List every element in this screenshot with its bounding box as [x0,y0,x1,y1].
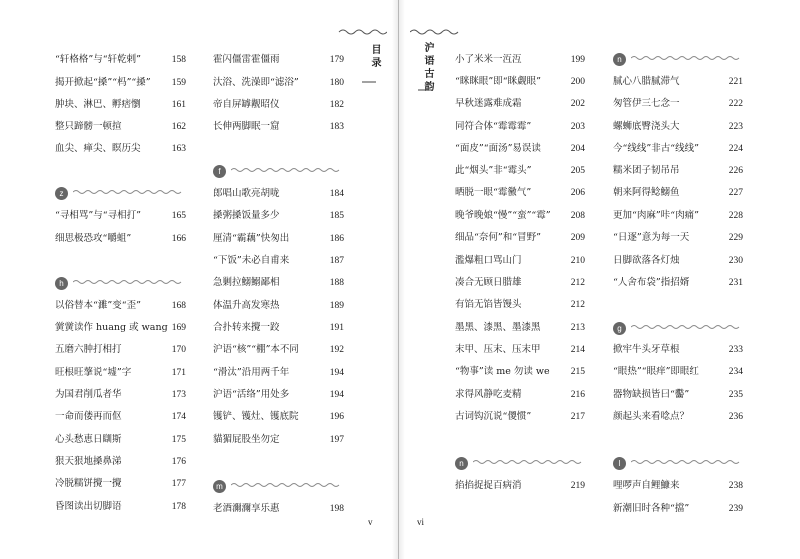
toc-entry-title: 颜起头来看唸点？ [613,411,690,422]
section-letter-badge: l [613,457,626,470]
toc-entry-page: 234 [728,367,743,377]
toc-entry-title: 急剿拉鰯鰯鄙相 [213,277,280,288]
toc-entry-title: 以俗替本“濉”变“歪” [55,300,141,311]
toc-entry-title: 求得风静吃麦精 [455,389,522,400]
section-letter-badge: n [455,457,468,470]
toc-entry-title: “眼热”“眼痒”即眼红 [613,366,699,377]
toc-entry-title: 五磨六肿打相打 [55,344,122,355]
toc-entry-page: 233 [728,345,743,355]
toc-entry-title: 更加“肉麻”咔“肉痛” [613,210,699,221]
toc-entry-title: 朝来阿得鲶鰯鱼 [613,187,680,198]
toc-entry-title: “寻相骂”与“寻相打” [55,210,141,221]
toc-entry-title: 糯米团子韧吊吊 [613,165,680,176]
toc-entry-page: 158 [171,55,186,65]
toc-entry-title: 旺根旺摮说“墟”字 [55,367,132,378]
toc-entry-page: 171 [171,368,186,378]
toc-entry-page: 168 [171,301,186,311]
toc-entry-page: 227 [728,188,743,198]
section-header [455,457,585,471]
wave-divider-icon [631,323,741,331]
section-header [613,53,743,67]
section-letter-badge: m [213,480,226,493]
toc-entry-page: 192 [329,345,344,355]
toc-entry-title: 末甲、压末、压末甲 [455,344,541,355]
toc-entry-page: 238 [728,481,743,491]
wave-divider-icon [231,481,341,489]
wave-divider-icon [631,54,741,62]
left-page-number: v [368,517,373,527]
right-page-shadow [399,0,405,559]
toc-entry-page: 180 [329,78,344,88]
toc-entry-title: “日逐”意为每一天 [613,232,690,243]
header-rule-icon [418,88,432,92]
toc-entry-title: 体温升高发寒热 [213,300,280,311]
toc-entry-title: 腻心八腊腻滞气 [613,76,680,87]
toc-entry-page: 194 [329,368,344,378]
toc-entry-page: 162 [171,122,186,132]
toc-entry-page: 177 [171,479,186,489]
toc-entry-title: “物事”读 me 勿读 we [455,366,550,377]
toc-entry-title: 螺蛳底臀浇头大 [613,121,680,132]
toc-entry-title: 新潮旧时各种“擋” [613,503,690,514]
wave-divider-icon [73,278,183,286]
toc-entry-page: 173 [171,390,186,400]
toc-entry-title: “人舍布袋”指招婿 [613,277,690,288]
toc-entry-title: 墨黑、漆黑、墨漆黑 [455,322,541,333]
toc-entry-title: 日脚欲落各灯烛 [613,255,680,266]
toc-entry-title: 长伸两脚眠一窟 [213,121,280,132]
toc-entry-title: 凑合无顾日腊雄 [455,277,522,288]
toc-entry-title: “轩格格”与“轩乾剌” [55,54,141,65]
wave-divider-icon [631,458,741,466]
toc-entry-title: 貓猸屁股坐勿定 [213,434,280,445]
header-rule-icon [362,80,376,84]
toc-entry-page: 217 [570,412,585,422]
toc-entry-page: 203 [570,122,585,132]
wave-divider-icon [231,166,341,174]
toc-entry-page: 185 [329,211,344,221]
toc-entry-page: 219 [570,481,585,491]
toc-entry-page: 231 [728,278,743,288]
toc-entry-title: 细思极恐攻“嚼蛆” [55,233,132,244]
toc-entry-title: 霍闪僵雷霍僵雨 [213,54,280,65]
section-header [55,187,186,201]
toc-entry-page: 212 [570,278,585,288]
toc-entry-title: “滑汰”沿用两千年 [213,367,290,378]
toc-entry-page: 179 [329,55,344,65]
toc-entry-title: 小了米米一沍沍 [455,54,522,65]
section-header [613,457,743,471]
toc-entry-page: 200 [570,77,585,87]
toc-entry-page: 205 [570,166,585,176]
toc-entry-page: 197 [329,435,344,445]
toc-entry-title: 有馅无馅皆馒头 [455,299,522,310]
toc-entry-page: 159 [171,78,186,88]
toc-entry-title: 昏图读出切脚语 [55,501,122,512]
toc-entry-page: 198 [329,504,344,514]
toc-entry-page: 226 [728,166,743,176]
toc-entry-page: 163 [171,144,186,154]
toc-entry-page: 222 [728,99,743,109]
section-letter-badge: h [55,277,68,290]
toc-entry-title: 此“烟头”非“霉头” [455,165,532,176]
toc-entry-page: 189 [329,301,344,311]
toc-entry-page: 209 [570,233,585,243]
toc-entry-title: 肿块、淋巴、孵痞懰 [55,99,141,110]
toc-entry-title: 老酒濔濔享乐惠 [213,503,280,514]
toc-entry-page: 183 [329,122,344,132]
section-header [613,322,743,336]
toc-entry-title: 为国君削瓜者华 [55,389,122,400]
wave-divider-icon [473,458,583,466]
toc-entry-title: 沪语“活络”用处多 [213,389,290,400]
toc-entry-page: 230 [728,256,743,266]
toc-entry-page: 215 [570,367,585,377]
toc-entry-page: 188 [329,278,344,288]
toc-entry-title: 合扑转来攪一跤 [213,322,280,333]
toc-entry-title: 血尖、瘅尖、瞑历尖 [55,143,141,154]
section-letter-badge: n [613,53,626,66]
toc-entry-page: 223 [728,122,743,132]
toc-entry-title: 古词钩沉说“儍惯” [455,411,532,422]
toc-entry-page: 199 [570,55,585,65]
toc-entry-page: 186 [329,234,344,244]
toc-entry-page: 170 [171,345,186,355]
toc-entry-page: 194 [329,390,344,400]
toc-entry-page: 196 [329,412,344,422]
toc-entry-title: 掐掐捉捉百病消 [455,480,522,491]
toc-entry-title: “面皮”“面汤”易误读 [455,143,541,154]
toc-entry-page: 206 [570,188,585,198]
toc-entry-title: “下饭”未必自甫来 [213,255,290,266]
toc-entry-title: 镬铲、镬灶、镬底院 [213,411,299,422]
toc-entry-page: 210 [570,256,585,266]
toc-entry-page: 235 [728,390,743,400]
section-header [213,480,344,494]
toc-entry-title: 今“线线”非古“线线” [613,143,699,154]
toc-entry-title: 细品“奈何”和“冒野” [455,232,541,243]
toc-entry-page: 236 [728,412,743,422]
toc-entry-title: 狠天狠地搡鼻涕 [55,456,122,467]
toc-entry-title: 晚爷晚娘“慢”“蛮”“霉” [455,210,551,221]
toc-entry-page: 166 [171,234,186,244]
toc-entry-page: 182 [329,100,344,110]
toc-entry-title: 心头愁恵日瞓斯 [55,434,122,445]
toc-entry-title: 搡粥搡饭量多少 [213,210,280,221]
toc-entry-page: 202 [570,99,585,109]
toc-entry-page: 176 [171,457,186,467]
toc-entry-title: “眯眯眼”即“眯觑眼” [455,76,541,87]
book-gutter [398,0,399,559]
wave-ornament-icon [410,28,460,36]
toc-entry-page: 228 [728,211,743,221]
toc-entry-page: 174 [171,412,186,422]
toc-entry-page: 224 [728,144,743,154]
toc-entry-title: 器物缺损皆曰“齾” [613,389,690,400]
toc-entry-title: 同符合体“霉霉霉” [455,121,532,132]
toc-entry-page: 214 [570,345,585,355]
toc-entry-title: 匆管伊三七念一 [613,98,680,109]
left-header-title: 目录 [369,44,380,70]
toc-entry-page: 169 [171,323,186,333]
toc-entry-page: 208 [570,211,585,221]
toc-entry-title: 晒脱一眼“霉黴气” [455,187,532,198]
right-header-title: 沪语古韵 [422,42,433,94]
toc-entry-page: 161 [171,100,186,110]
toc-entry-page: 213 [570,323,585,333]
section-letter-badge: g [613,322,626,335]
section-header [213,165,344,179]
toc-entry-title: 掀牢牛头牙草根 [613,344,680,355]
toc-entry-title: 一命而偻再而伛 [55,411,122,422]
toc-entry-title: 帝自屏罅觏昭仪 [213,99,280,110]
toc-entry-title: 哩啰声自鲤鱇来 [613,480,680,491]
toc-entry-title: 揭开掀起“搡”“杩”“搡” [55,77,151,88]
toc-entry-page: 175 [171,435,186,445]
toc-entry-page: 239 [728,504,743,514]
section-letter-badge: z [55,187,68,200]
toc-entry-page: 178 [171,502,186,512]
toc-entry-page: 229 [728,233,743,243]
toc-entry-title: 冷脱糯饼攪一攪 [55,478,122,489]
toc-entry-title: 厘清“霸藕”快匆出 [213,233,290,244]
wave-ornament-icon [337,28,387,36]
toc-entry-title: 郎唱山歌亮胡咙 [213,188,280,199]
section-header [55,277,186,291]
toc-entry-page: 191 [329,323,344,333]
toc-entry-title: 整只蹄髈一顿揎 [55,121,122,132]
toc-entry-title: 汏浴、洗澡即“滤浴” [213,77,299,88]
toc-entry-page: 216 [570,390,585,400]
toc-entry-page: 187 [329,256,344,266]
right-page-number: vi [417,517,425,527]
wave-divider-icon [73,188,183,196]
toc-entry-page: 221 [728,77,743,87]
toc-entry-page: 184 [329,189,344,199]
toc-entry-title: 早秋迷露难成霜 [455,98,522,109]
section-letter-badge: f [213,165,226,178]
toc-entry-page: 204 [570,144,585,154]
toc-entry-page: 165 [171,211,186,221]
toc-entry-title: 沪语“核”“棚”本不同 [213,344,299,355]
toc-entry-title: 黉黉读作 huang 或 wang [55,322,168,333]
toc-entry-title: 濫爆粗口骂山门 [455,255,522,266]
toc-entry-page: 212 [570,300,585,310]
